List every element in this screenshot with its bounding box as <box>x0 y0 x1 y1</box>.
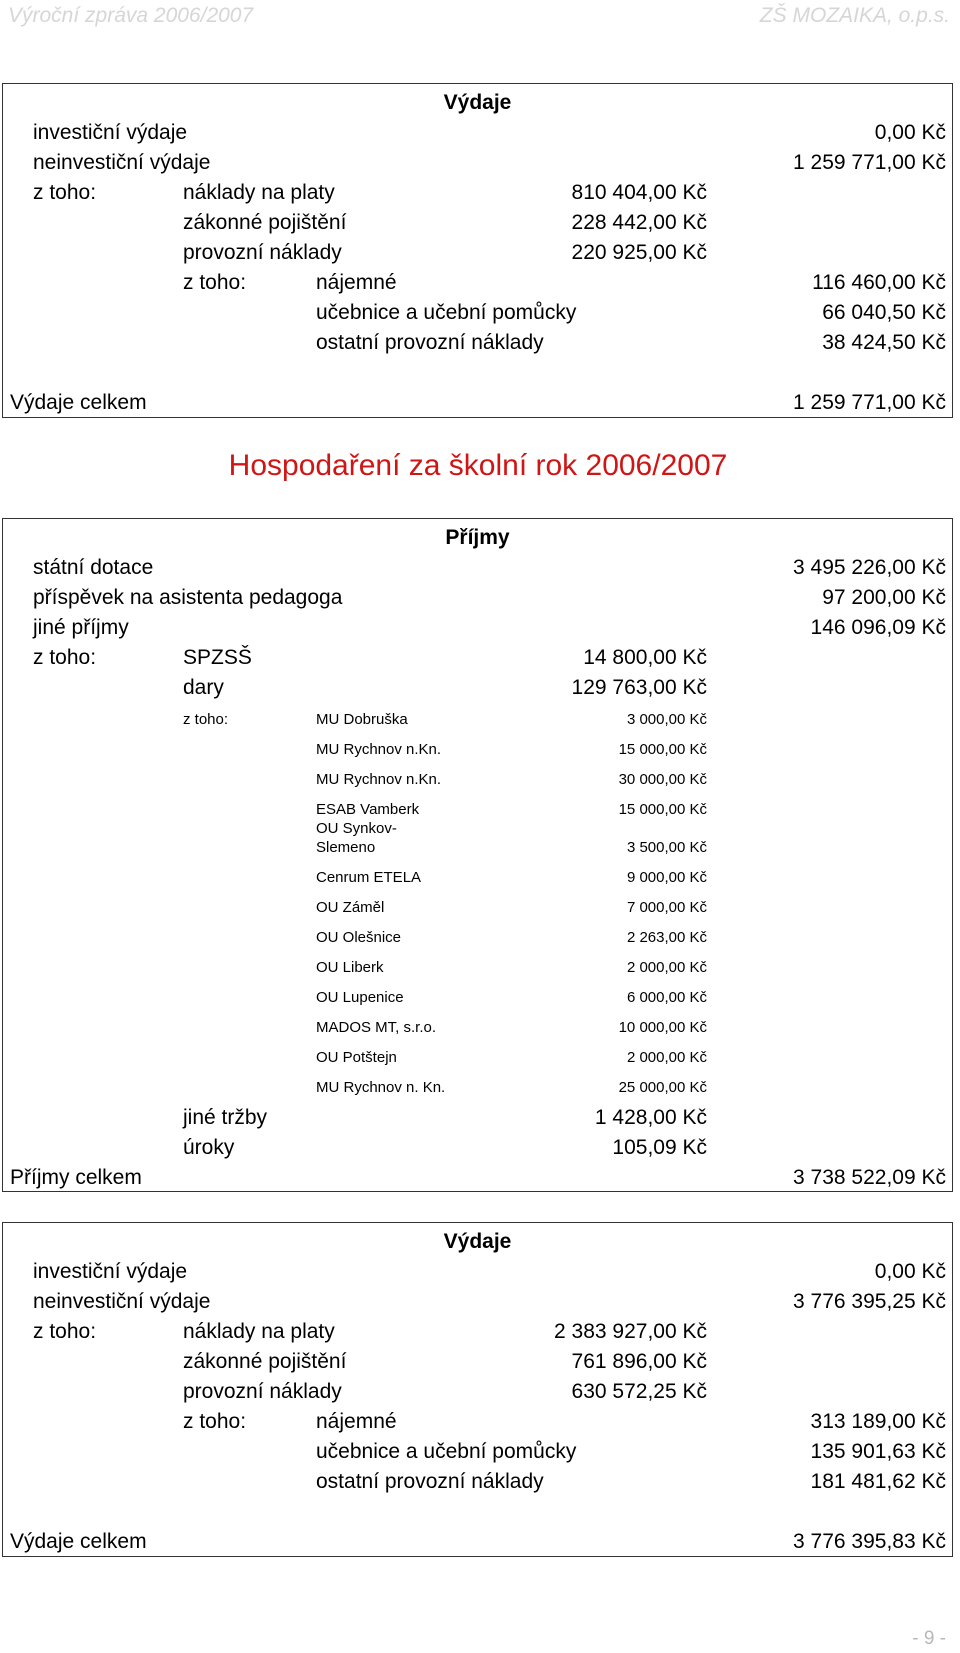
investment-label: investiční výdaje <box>33 1260 188 1283</box>
salaries-label: náklady na platy <box>183 181 335 204</box>
income-title: Příjmy <box>445 526 510 549</box>
operating-label: provozní náklady <box>183 241 342 264</box>
noninvestment-label: neinvestiční výdaje <box>33 1290 211 1313</box>
rent-label: nájemné <box>316 271 397 294</box>
rent-label: nájemné <box>316 1410 397 1433</box>
of-which-label: z toho: <box>33 1320 97 1343</box>
donor-value: 2 000,00 Kč <box>626 959 707 976</box>
income-table <box>2 518 953 1192</box>
donor-value: 15 000,00 Kč <box>618 741 707 758</box>
expenses-title: Výdaje <box>443 1230 512 1253</box>
donor-name: MU Rychnov n. Kn. <box>316 1079 446 1096</box>
donor-name: MU Rychnov n.Kn. <box>316 771 442 788</box>
investment-value: 0,00 Kč <box>874 121 946 144</box>
income-total-label: Příjmy celkem <box>10 1166 142 1189</box>
insurance-label: zákonné pojištění <box>183 211 347 234</box>
other-operating-label: ostatní provozní náklady <box>316 1470 544 1493</box>
page-number: - 9 - <box>912 1628 946 1649</box>
header-school-name: ZŠ MOZAIKA, o.p.s. <box>759 4 950 27</box>
other-operating-value: 38 424,50 Kč <box>822 331 946 354</box>
interest-label: úroky <box>183 1136 235 1159</box>
donor-name-continued: Slemeno <box>316 839 376 856</box>
other-operating-label: ostatní provozní náklady <box>316 331 544 354</box>
donor-value: 3 500,00 Kč <box>626 839 707 856</box>
spzss-value: 14 800,00 Kč <box>583 646 707 669</box>
income-total-value: 3 738 522,09 Kč <box>793 1166 946 1189</box>
assistant-contribution-label: příspěvek na asistenta pedagoga <box>33 586 343 609</box>
donor-value: 7 000,00 Kč <box>626 899 707 916</box>
state-subsidy-label: státní dotace <box>33 556 154 579</box>
donor-name: MADOS MT, s.r.o. <box>316 1019 437 1036</box>
gifts-value: 129 763,00 Kč <box>571 676 707 699</box>
expenses-total-label: Výdaje celkem <box>10 1530 147 1553</box>
expenses-total-value: 3 776 395,83 Kč <box>793 1530 946 1553</box>
donor-name: OU Synkov- <box>316 820 397 837</box>
of-which-label: z toho: <box>33 181 97 204</box>
donor-value: 3 000,00 Kč <box>626 711 707 728</box>
of-which-label: z toho: <box>183 271 247 294</box>
other-operating-value: 181 481,62 Kč <box>810 1470 946 1493</box>
expenses-total-label: Výdaje celkem <box>10 391 147 414</box>
donor-value: 15 000,00 Kč <box>618 801 707 818</box>
donor-name: MU Rychnov n.Kn. <box>316 741 442 758</box>
donor-name: OU Potštejn <box>316 1049 397 1066</box>
other-income-value: 146 096,09 Kč <box>810 616 946 639</box>
books-value: 135 901,63 Kč <box>810 1440 946 1463</box>
noninvestment-value: 3 776 395,25 Kč <box>793 1290 946 1313</box>
of-which-label: z toho: <box>33 646 97 669</box>
donor-value: 30 000,00 Kč <box>618 771 707 788</box>
expenses-total-value: 1 259 771,00 Kč <box>793 391 946 414</box>
donor-name: OU Liberk <box>316 959 384 976</box>
other-sales-value: 1 428,00 Kč <box>594 1106 707 1129</box>
expenses-table-top <box>2 83 953 418</box>
books-label: učebnice a učební pomůcky <box>316 301 577 324</box>
section-title: Hospodaření za školní rok 2006/2007 <box>228 449 728 482</box>
donor-value: 10 000,00 Kč <box>618 1019 707 1036</box>
donor-name: OU Záměl <box>316 899 385 916</box>
donor-name: OU Lupenice <box>316 989 404 1006</box>
insurance-label: zákonné pojištění <box>183 1350 347 1373</box>
state-subsidy-value: 3 495 226,00 Kč <box>793 556 946 579</box>
interest-value: 105,09 Kč <box>612 1136 707 1159</box>
donor-value: 25 000,00 Kč <box>618 1079 707 1096</box>
donor-name: Cenrum ETELA <box>316 869 422 886</box>
salaries-value: 810 404,00 Kč <box>571 181 707 204</box>
donor-name: MU Dobruška <box>316 711 408 728</box>
expenses-title: Výdaje <box>443 91 512 114</box>
other-sales-label: jiné tržby <box>183 1106 268 1129</box>
of-which-label: z toho: <box>183 1410 247 1433</box>
header-report-title: Výroční zpráva 2006/2007 <box>8 4 254 27</box>
expenses-table-bottom <box>2 1222 953 1557</box>
investment-value: 0,00 Kč <box>874 1260 946 1283</box>
donor-value: 9 000,00 Kč <box>626 869 707 886</box>
donors-of-which-label: z toho: <box>183 711 229 728</box>
donor-value: 6 000,00 Kč <box>626 989 707 1006</box>
salaries-value: 2 383 927,00 Kč <box>554 1320 707 1343</box>
noninvestment-label: neinvestiční výdaje <box>33 151 211 174</box>
insurance-value: 761 896,00 Kč <box>571 1350 707 1373</box>
gifts-label: dary <box>183 676 224 699</box>
donor-value: 2 000,00 Kč <box>626 1049 707 1066</box>
insurance-value: 228 442,00 Kč <box>571 211 707 234</box>
donor-name: ESAB Vamberk <box>316 801 420 818</box>
other-income-label: jiné příjmy <box>33 616 129 639</box>
operating-value: 630 572,25 Kč <box>571 1380 707 1403</box>
books-label: učebnice a učební pomůcky <box>316 1440 577 1463</box>
noninvestment-value: 1 259 771,00 Kč <box>793 151 946 174</box>
donor-value: 2 263,00 Kč <box>626 929 707 946</box>
investment-label: investiční výdaje <box>33 121 188 144</box>
operating-value: 220 925,00 Kč <box>571 241 707 264</box>
donor-name: OU Olešnice <box>316 929 402 946</box>
operating-label: provozní náklady <box>183 1380 342 1403</box>
assistant-contribution-value: 97 200,00 Kč <box>822 586 946 609</box>
spzss-label: SPZSŠ <box>183 646 252 669</box>
rent-value: 116 460,00 Kč <box>812 271 946 294</box>
rent-value: 313 189,00 Kč <box>810 1410 946 1433</box>
salaries-label: náklady na platy <box>183 1320 335 1343</box>
books-value: 66 040,50 Kč <box>822 301 946 324</box>
